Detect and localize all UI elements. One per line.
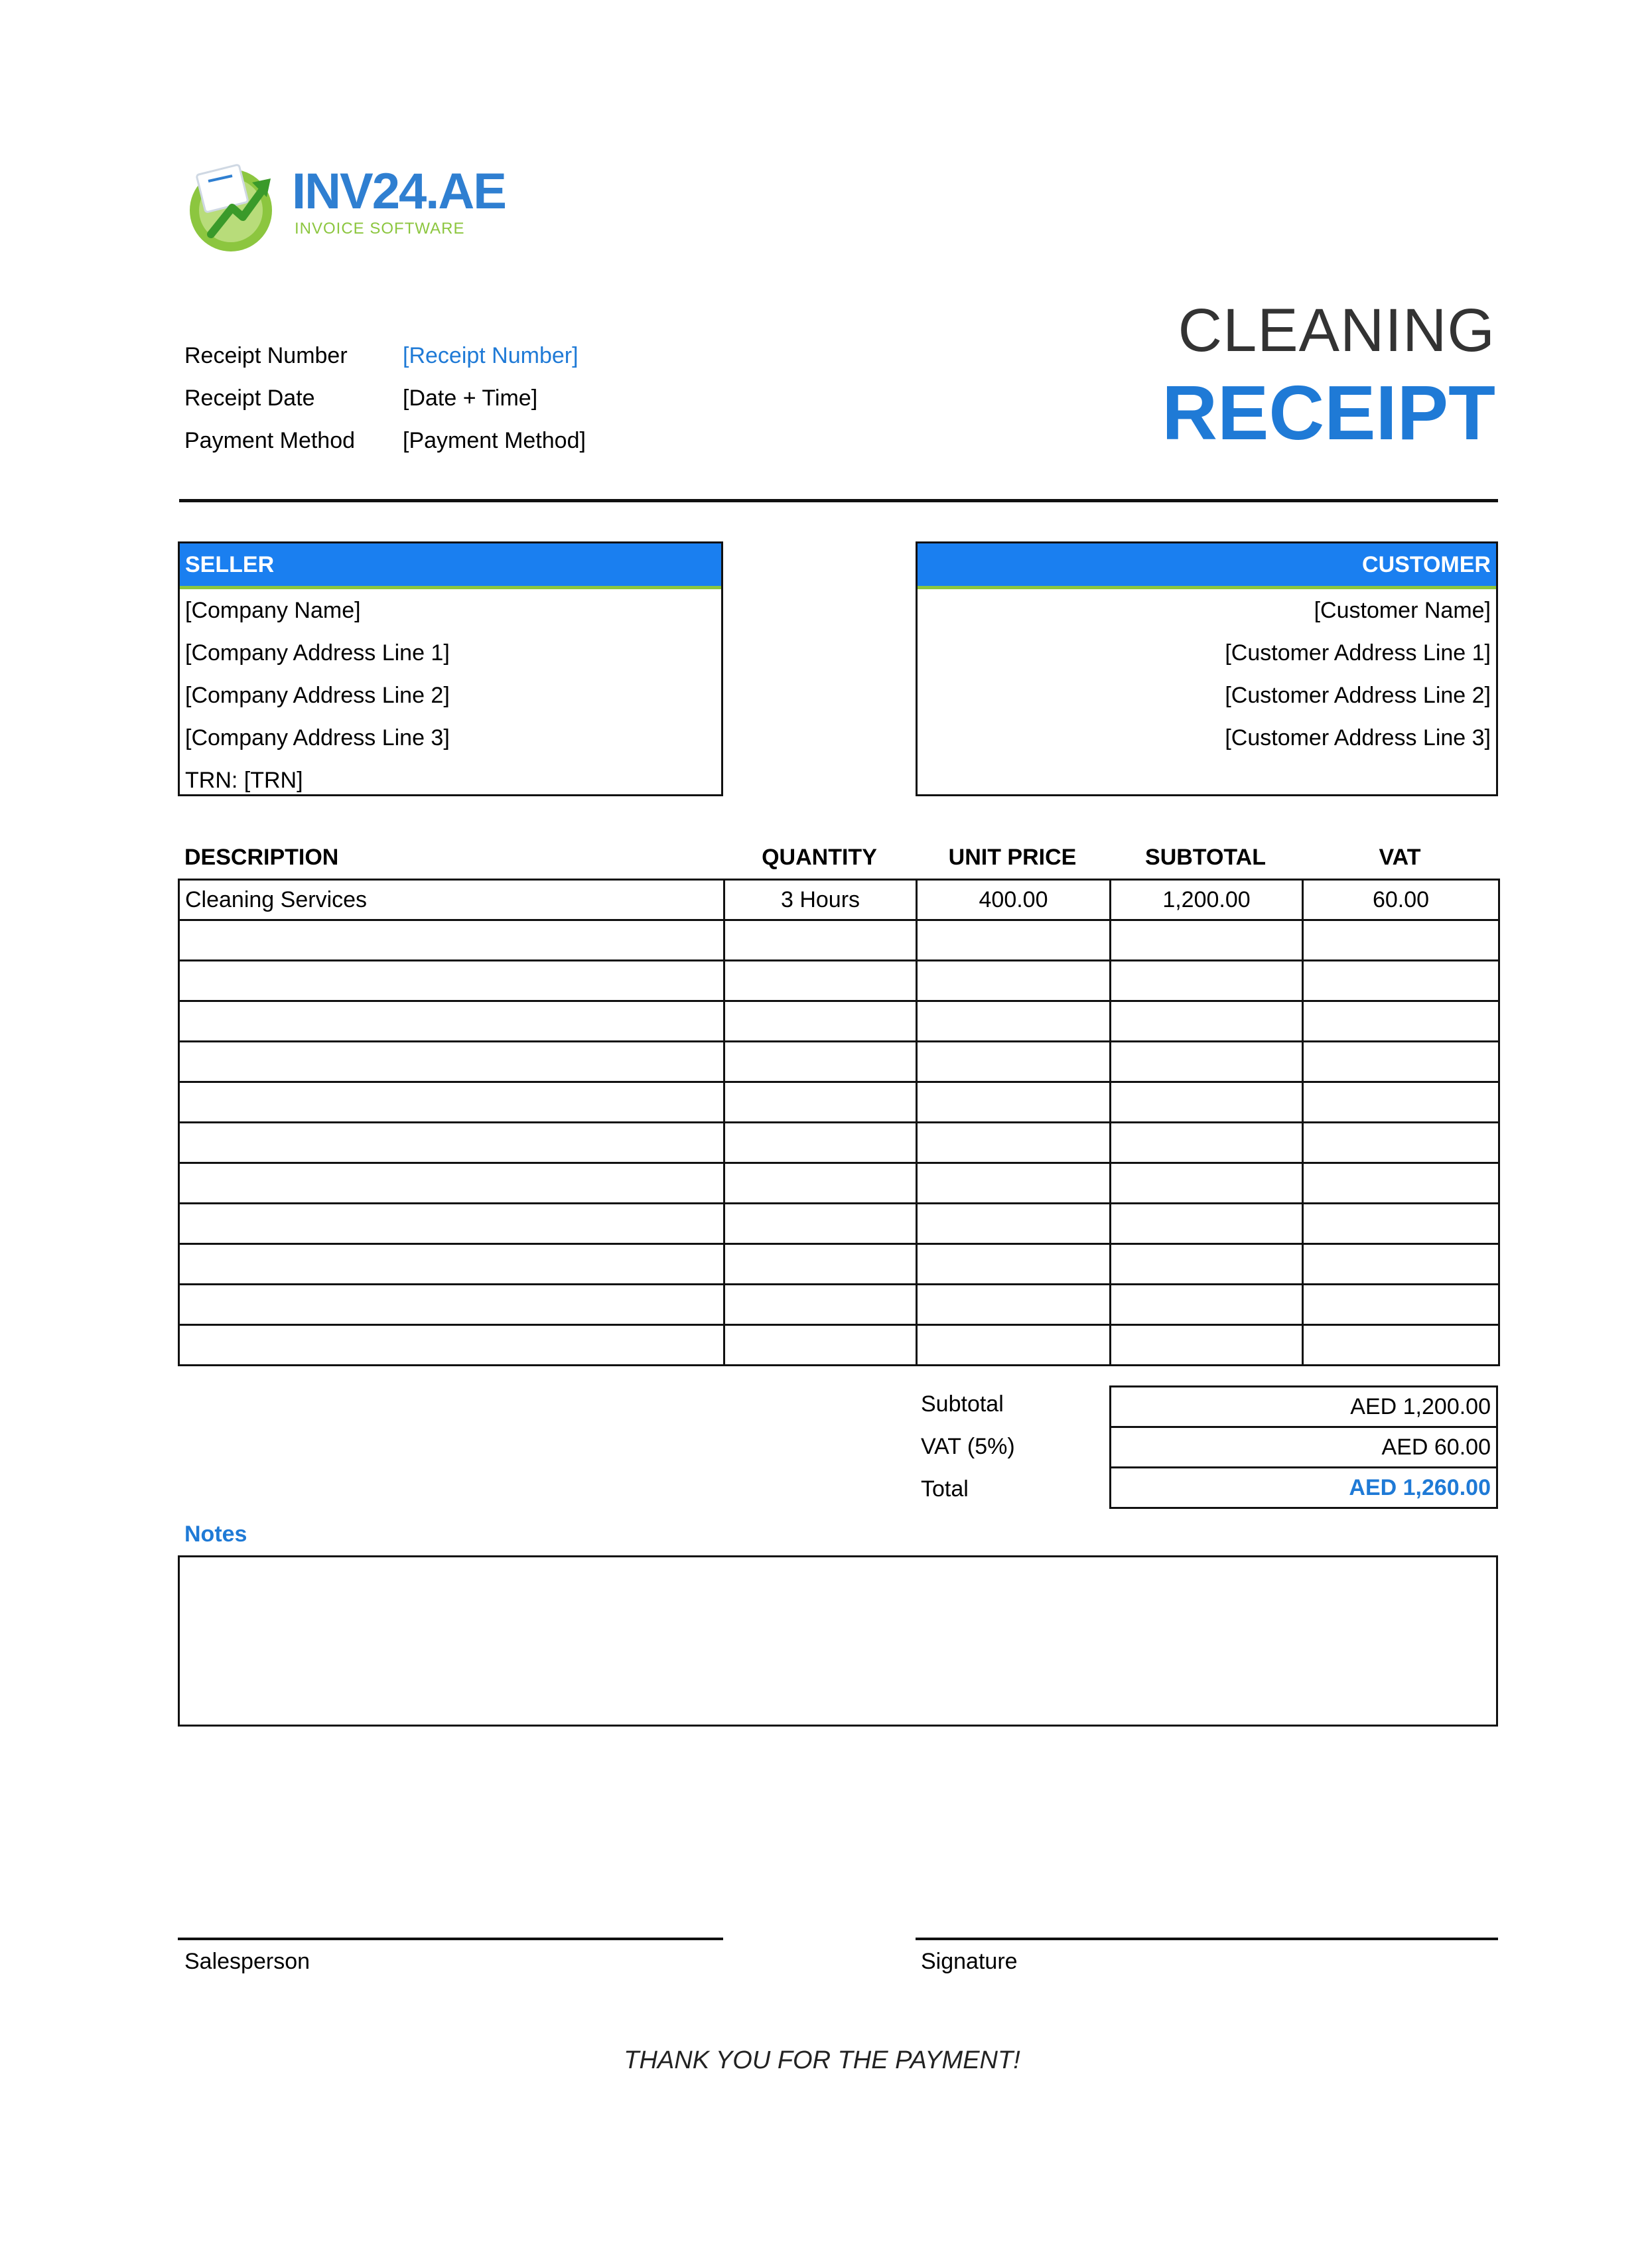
thank-you-message: THANK YOU FOR THE PAYMENT! xyxy=(624,2046,1020,2074)
cell-unit-price xyxy=(917,1082,1111,1123)
cell-subtotal xyxy=(1111,920,1303,961)
cell-unit-price xyxy=(917,920,1111,961)
cell-vat xyxy=(1303,920,1499,961)
customer-address-line-1: [Customer Address Line 1] xyxy=(1225,640,1491,666)
table-row xyxy=(179,1285,1499,1325)
receipt-number-label: Receipt Number xyxy=(184,343,348,368)
cell-vat xyxy=(1303,1082,1499,1123)
logo-tagline: INVOICE SOFTWARE xyxy=(295,220,465,238)
cell-quantity xyxy=(724,1001,917,1042)
cell-subtotal xyxy=(1111,1204,1303,1244)
cell-description xyxy=(179,961,724,1001)
cell-unit-price xyxy=(917,961,1111,1001)
vat-label: VAT (5%) xyxy=(921,1434,1015,1459)
cell-vat xyxy=(1303,1285,1499,1325)
cell-vat xyxy=(1303,1244,1499,1285)
customer-box xyxy=(916,541,1498,796)
table-row xyxy=(179,1042,1499,1082)
cell-unit-price xyxy=(917,1285,1111,1325)
table-row xyxy=(179,961,1499,1001)
customer-heading: CUSTOMER xyxy=(918,543,1496,589)
signature-label: Signature xyxy=(921,1949,1018,1974)
cell-description xyxy=(179,1001,724,1042)
cell-subtotal xyxy=(1111,1163,1303,1204)
customer-name: [Customer Name] xyxy=(1314,598,1491,623)
column-header-description: DESCRIPTION xyxy=(184,845,339,870)
cell-vat xyxy=(1303,1042,1499,1082)
table-row xyxy=(179,1325,1499,1366)
cell-subtotal xyxy=(1111,961,1303,1001)
table-row xyxy=(179,1123,1499,1163)
total-label: Total xyxy=(921,1476,969,1502)
cell-unit-price: 400.00 xyxy=(917,880,1111,920)
cell-description xyxy=(179,1204,724,1244)
table-row xyxy=(179,920,1499,961)
receipt-date-label: Receipt Date xyxy=(184,386,315,411)
line-items-table xyxy=(178,879,1500,1366)
cell-quantity xyxy=(724,1325,917,1366)
table-row xyxy=(179,1082,1499,1123)
receipt-number-value: [Receipt Number] xyxy=(403,343,579,368)
cell-unit-price xyxy=(917,1123,1111,1163)
seller-box xyxy=(178,541,723,796)
cell-description xyxy=(179,1123,724,1163)
cell-subtotal xyxy=(1111,1042,1303,1082)
cell-quantity xyxy=(724,1244,917,1285)
document-title-line2: RECEIPT xyxy=(1162,370,1495,456)
total-value: AED 1,260.00 xyxy=(1109,1466,1498,1509)
cell-quantity xyxy=(724,1163,917,1204)
table-row xyxy=(179,1244,1499,1285)
cell-subtotal xyxy=(1111,1244,1303,1285)
cell-description xyxy=(179,1163,724,1204)
customer-address-line-3: [Customer Address Line 3] xyxy=(1225,725,1491,750)
cell-unit-price xyxy=(917,1001,1111,1042)
vat-value: AED 60.00 xyxy=(1109,1426,1498,1468)
seller-address-line-3: [Company Address Line 3] xyxy=(185,725,450,750)
cell-vat xyxy=(1303,1163,1499,1204)
growth-arrow-badge-icon xyxy=(186,156,285,255)
cell-subtotal xyxy=(1111,1123,1303,1163)
cell-quantity xyxy=(724,961,917,1001)
column-header-quantity: QUANTITY xyxy=(762,845,877,870)
seller-trn: TRN: [TRN] xyxy=(185,768,303,793)
customer-signature-line xyxy=(916,1938,1498,1940)
cell-subtotal: 1,200.00 xyxy=(1111,880,1303,920)
header-divider xyxy=(179,499,1498,502)
receipt-date-value: [Date + Time] xyxy=(403,386,538,411)
cell-description xyxy=(179,1042,724,1082)
cell-quantity xyxy=(724,1204,917,1244)
cell-quantity xyxy=(724,1082,917,1123)
table-row xyxy=(179,1204,1499,1244)
seller-address-line-1: [Company Address Line 1] xyxy=(185,640,450,666)
cell-unit-price xyxy=(917,1163,1111,1204)
column-header-subtotal: SUBTOTAL xyxy=(1145,845,1266,870)
seller-company-name: [Company Name] xyxy=(185,598,361,623)
payment-method-label: Payment Method xyxy=(184,428,356,453)
cell-vat xyxy=(1303,961,1499,1001)
cell-description xyxy=(179,1285,724,1325)
subtotal-value: AED 1,200.00 xyxy=(1109,1385,1498,1428)
company-logo xyxy=(186,156,506,255)
notes-label: Notes xyxy=(184,1522,247,1547)
cell-description xyxy=(179,1082,724,1123)
column-header-vat: VAT xyxy=(1379,845,1421,870)
cell-quantity: 3 Hours xyxy=(724,880,917,920)
cell-subtotal xyxy=(1111,1325,1303,1366)
cell-quantity xyxy=(724,920,917,961)
subtotal-label: Subtotal xyxy=(921,1391,1004,1417)
cell-description xyxy=(179,920,724,961)
cell-subtotal xyxy=(1111,1001,1303,1042)
cell-unit-price xyxy=(917,1204,1111,1244)
logo-wordmark: INV24.AE xyxy=(292,163,506,220)
table-row xyxy=(179,880,1499,920)
cell-unit-price xyxy=(917,1325,1111,1366)
table-row xyxy=(179,1001,1499,1042)
cell-quantity xyxy=(724,1285,917,1325)
cell-vat: 60.00 xyxy=(1303,880,1499,920)
payment-method-value: [Payment Method] xyxy=(403,428,586,453)
cell-vat xyxy=(1303,1325,1499,1366)
document-title-line1: CLEANING xyxy=(1178,297,1495,364)
salesperson-label: Salesperson xyxy=(184,1949,310,1974)
cell-subtotal xyxy=(1111,1285,1303,1325)
cell-description: Cleaning Services xyxy=(179,880,724,920)
cell-subtotal xyxy=(1111,1082,1303,1123)
cell-unit-price xyxy=(917,1244,1111,1285)
seller-heading: SELLER xyxy=(180,543,721,589)
cell-description xyxy=(179,1325,724,1366)
seller-address-line-2: [Company Address Line 2] xyxy=(185,683,450,708)
column-header-unit-price: UNIT PRICE xyxy=(948,845,1077,870)
salesperson-signature-line xyxy=(178,1938,723,1940)
cell-unit-price xyxy=(917,1042,1111,1082)
table-row xyxy=(179,1163,1499,1204)
cell-vat xyxy=(1303,1001,1499,1042)
customer-address-line-2: [Customer Address Line 2] xyxy=(1225,683,1491,708)
cell-vat xyxy=(1303,1123,1499,1163)
cell-description xyxy=(179,1244,724,1285)
cell-quantity xyxy=(724,1123,917,1163)
notes-box xyxy=(178,1555,1498,1727)
cell-vat xyxy=(1303,1204,1499,1244)
cell-quantity xyxy=(724,1042,917,1082)
